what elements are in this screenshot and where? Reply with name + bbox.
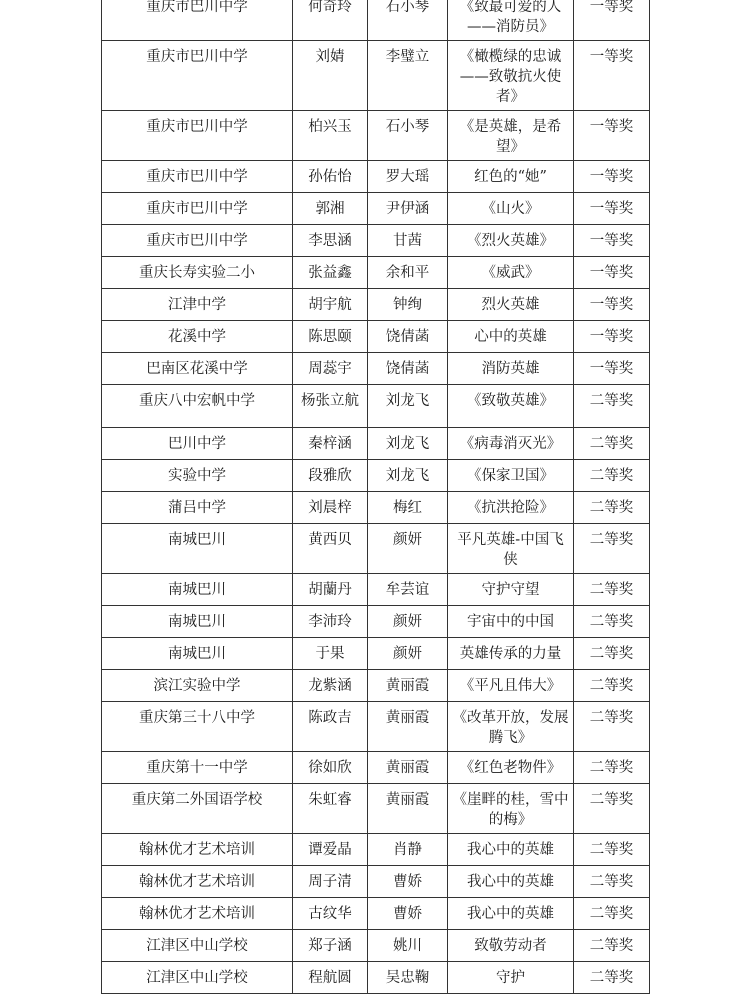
school-cell: 重庆第十一中学: [102, 752, 293, 784]
award-level-cell: 二等奖: [574, 702, 650, 752]
award-table-body: [102, 0, 650, 994]
award-level-cell: 一等奖: [574, 41, 650, 111]
teacher-name-cell: 刘龙飞: [368, 428, 448, 460]
school-cell: 翰林优才艺术培训: [102, 834, 293, 866]
award-level-cell: 一等奖: [574, 111, 650, 161]
work-title-cell: 致敬劳动者: [448, 930, 574, 962]
school-cell: 重庆市巴川中学: [102, 225, 293, 257]
school-cell: 重庆市巴川中学: [102, 0, 293, 41]
student-name-cell: 龙紫涵: [293, 670, 368, 702]
work-title-cell: 宇宙中的中国: [448, 606, 574, 638]
award-level-cell: 一等奖: [574, 353, 650, 385]
school-cell: 重庆八中宏帆中学: [102, 385, 293, 428]
school-cell: 实验中学: [102, 460, 293, 492]
table-row: [102, 321, 650, 353]
student-name-cell: 郭湘: [293, 193, 368, 225]
student-name-cell: 胡宇航: [293, 289, 368, 321]
work-title-cell: 《是英雄，是希望》: [448, 111, 574, 161]
school-cell: 滨江实验中学: [102, 670, 293, 702]
school-cell: 重庆市巴川中学: [102, 111, 293, 161]
school-cell: 重庆第二外国语学校: [102, 784, 293, 834]
student-name-cell: 李思涵: [293, 225, 368, 257]
table-row: [102, 784, 650, 834]
school-cell: 重庆市巴川中学: [102, 193, 293, 225]
student-name-cell: 胡蘭丹: [293, 574, 368, 606]
table-row: [102, 460, 650, 492]
award-level-cell: 二等奖: [574, 752, 650, 784]
teacher-name-cell: 曹娇: [368, 866, 448, 898]
award-level-cell: 二等奖: [574, 784, 650, 834]
school-cell: 重庆市巴川中学: [102, 41, 293, 111]
table-row: [102, 111, 650, 161]
school-cell: 重庆第三十八中学: [102, 702, 293, 752]
teacher-name-cell: 钟绚: [368, 289, 448, 321]
table-row: [102, 898, 650, 930]
work-title-cell: 《病毒消灭光》: [448, 428, 574, 460]
table-row: [102, 574, 650, 606]
student-name-cell: 秦梓涵: [293, 428, 368, 460]
teacher-name-cell: 牟芸谊: [368, 574, 448, 606]
student-name-cell: 于果: [293, 638, 368, 670]
teacher-name-cell: 尹伊涵: [368, 193, 448, 225]
school-cell: 翰林优才艺术培训: [102, 866, 293, 898]
school-cell: 南城巴川: [102, 606, 293, 638]
table-row: [102, 524, 650, 574]
student-name-cell: 孙佑怡: [293, 161, 368, 193]
table-row: [102, 161, 650, 193]
table-row: [102, 289, 650, 321]
table-row: [102, 0, 650, 41]
award-level-cell: 二等奖: [574, 428, 650, 460]
work-title-cell: 守护: [448, 962, 574, 994]
school-cell: 蒲吕中学: [102, 492, 293, 524]
student-name-cell: 周蕊宇: [293, 353, 368, 385]
work-title-cell: 《山火》: [448, 193, 574, 225]
student-name-cell: 郑子涵: [293, 930, 368, 962]
student-name-cell: 刘婧: [293, 41, 368, 111]
table-row: [102, 385, 650, 428]
school-cell: 重庆市巴川中学: [102, 161, 293, 193]
student-name-cell: 刘晨梓: [293, 492, 368, 524]
award-level-cell: 一等奖: [574, 193, 650, 225]
school-cell: 南城巴川: [102, 524, 293, 574]
school-cell: 江津区中山学校: [102, 930, 293, 962]
work-title-cell: 我心中的英雄: [448, 866, 574, 898]
work-title-cell: 《改革开放，发展腾飞》: [448, 702, 574, 752]
table-row: [102, 962, 650, 994]
school-cell: 南城巴川: [102, 574, 293, 606]
teacher-name-cell: 饶倩菡: [368, 321, 448, 353]
award-level-cell: 二等奖: [574, 834, 650, 866]
school-cell: 重庆长寿实验二小: [102, 257, 293, 289]
work-title-cell: 《红色老物件》: [448, 752, 574, 784]
teacher-name-cell: 黄丽霞: [368, 702, 448, 752]
award-level-cell: 二等奖: [574, 866, 650, 898]
teacher-name-cell: 罗大瑶: [368, 161, 448, 193]
work-title-cell: 《平凡且伟大》: [448, 670, 574, 702]
table-row: [102, 428, 650, 460]
table-row: [102, 670, 650, 702]
award-level-cell: 二等奖: [574, 670, 650, 702]
student-name-cell: 程航圆: [293, 962, 368, 994]
teacher-name-cell: 余和平: [368, 257, 448, 289]
award-level-cell: 二等奖: [574, 930, 650, 962]
student-name-cell: 段雅欣: [293, 460, 368, 492]
teacher-name-cell: 黄丽霞: [368, 752, 448, 784]
student-name-cell: 何奇玲: [293, 0, 368, 41]
table-row: [102, 866, 650, 898]
teacher-name-cell: 刘龙飞: [368, 385, 448, 428]
student-name-cell: 柏兴玉: [293, 111, 368, 161]
work-title-cell: 我心中的英雄: [448, 898, 574, 930]
teacher-name-cell: 颜妍: [368, 524, 448, 574]
award-level-cell: 二等奖: [574, 385, 650, 428]
work-title-cell: 《抗洪抢险》: [448, 492, 574, 524]
award-level-cell: 二等奖: [574, 524, 650, 574]
teacher-name-cell: 石小琴: [368, 0, 448, 41]
table-row: [102, 492, 650, 524]
award-level-cell: 二等奖: [574, 492, 650, 524]
award-level-cell: 二等奖: [574, 460, 650, 492]
table-row: [102, 752, 650, 784]
teacher-name-cell: 黄丽霞: [368, 784, 448, 834]
award-level-cell: 二等奖: [574, 606, 650, 638]
table-row: [102, 606, 650, 638]
student-name-cell: 张益鑫: [293, 257, 368, 289]
work-title-cell: 《烈火英雄》: [448, 225, 574, 257]
student-name-cell: 黄西贝: [293, 524, 368, 574]
award-level-cell: 一等奖: [574, 0, 650, 41]
student-name-cell: 李沛玲: [293, 606, 368, 638]
table-row: [102, 638, 650, 670]
work-title-cell: 英雄传承的力量: [448, 638, 574, 670]
table-row: [102, 41, 650, 111]
school-cell: 巴南区花溪中学: [102, 353, 293, 385]
work-title-cell: 《致最可爱的人——消防员》: [448, 0, 574, 41]
work-title-cell: 《崖畔的桂，雪中的梅》: [448, 784, 574, 834]
table-row: [102, 702, 650, 752]
table-row: [102, 257, 650, 289]
award-level-cell: 二等奖: [574, 574, 650, 606]
award-level-cell: 二等奖: [574, 962, 650, 994]
teacher-name-cell: 肖静: [368, 834, 448, 866]
work-title-cell: 烈火英雄: [448, 289, 574, 321]
student-name-cell: 古纹华: [293, 898, 368, 930]
school-cell: 南城巴川: [102, 638, 293, 670]
teacher-name-cell: 刘龙飞: [368, 460, 448, 492]
table-row: [102, 193, 650, 225]
table-row: [102, 834, 650, 866]
teacher-name-cell: 石小琴: [368, 111, 448, 161]
school-cell: 花溪中学: [102, 321, 293, 353]
work-title-cell: 心中的英雄: [448, 321, 574, 353]
student-name-cell: 徐如欣: [293, 752, 368, 784]
teacher-name-cell: 颜妍: [368, 606, 448, 638]
award-level-cell: 一等奖: [574, 257, 650, 289]
work-title-cell: 红色的“她”: [448, 161, 574, 193]
award-level-cell: 一等奖: [574, 289, 650, 321]
award-level-cell: 一等奖: [574, 225, 650, 257]
work-title-cell: 《致敬英雄》: [448, 385, 574, 428]
teacher-name-cell: 甘茜: [368, 225, 448, 257]
award-level-cell: 一等奖: [574, 321, 650, 353]
teacher-name-cell: 李璧立: [368, 41, 448, 111]
student-name-cell: 周子清: [293, 866, 368, 898]
student-name-cell: 朱虹睿: [293, 784, 368, 834]
school-cell: 江津区中山学校: [102, 962, 293, 994]
work-title-cell: 《威武》: [448, 257, 574, 289]
school-cell: 翰林优才艺术培训: [102, 898, 293, 930]
award-table: [101, 0, 650, 994]
student-name-cell: 杨张立航: [293, 385, 368, 428]
teacher-name-cell: 颜妍: [368, 638, 448, 670]
award-level-cell: 一等奖: [574, 161, 650, 193]
school-cell: 江津中学: [102, 289, 293, 321]
work-title-cell: 《橄榄绿的忠诚——致敬抗火使者》: [448, 41, 574, 111]
table-row: [102, 353, 650, 385]
school-cell: 巴川中学: [102, 428, 293, 460]
work-title-cell: 《保家卫国》: [448, 460, 574, 492]
teacher-name-cell: 吴忠鞠: [368, 962, 448, 994]
work-title-cell: 我心中的英雄: [448, 834, 574, 866]
work-title-cell: 守护守望: [448, 574, 574, 606]
award-level-cell: 二等奖: [574, 898, 650, 930]
table-row: [102, 930, 650, 962]
teacher-name-cell: 姚川: [368, 930, 448, 962]
work-title-cell: 消防英雄: [448, 353, 574, 385]
award-level-cell: 二等奖: [574, 638, 650, 670]
teacher-name-cell: 黄丽霞: [368, 670, 448, 702]
table-row: [102, 225, 650, 257]
teacher-name-cell: 饶倩菡: [368, 353, 448, 385]
work-title-cell: 平凡英雄-中国飞侠: [448, 524, 574, 574]
student-name-cell: 陈政吉: [293, 702, 368, 752]
award-list-page: [101, 0, 649, 994]
student-name-cell: 陈思颐: [293, 321, 368, 353]
teacher-name-cell: 曹娇: [368, 898, 448, 930]
student-name-cell: 谭爱晶: [293, 834, 368, 866]
teacher-name-cell: 梅红: [368, 492, 448, 524]
